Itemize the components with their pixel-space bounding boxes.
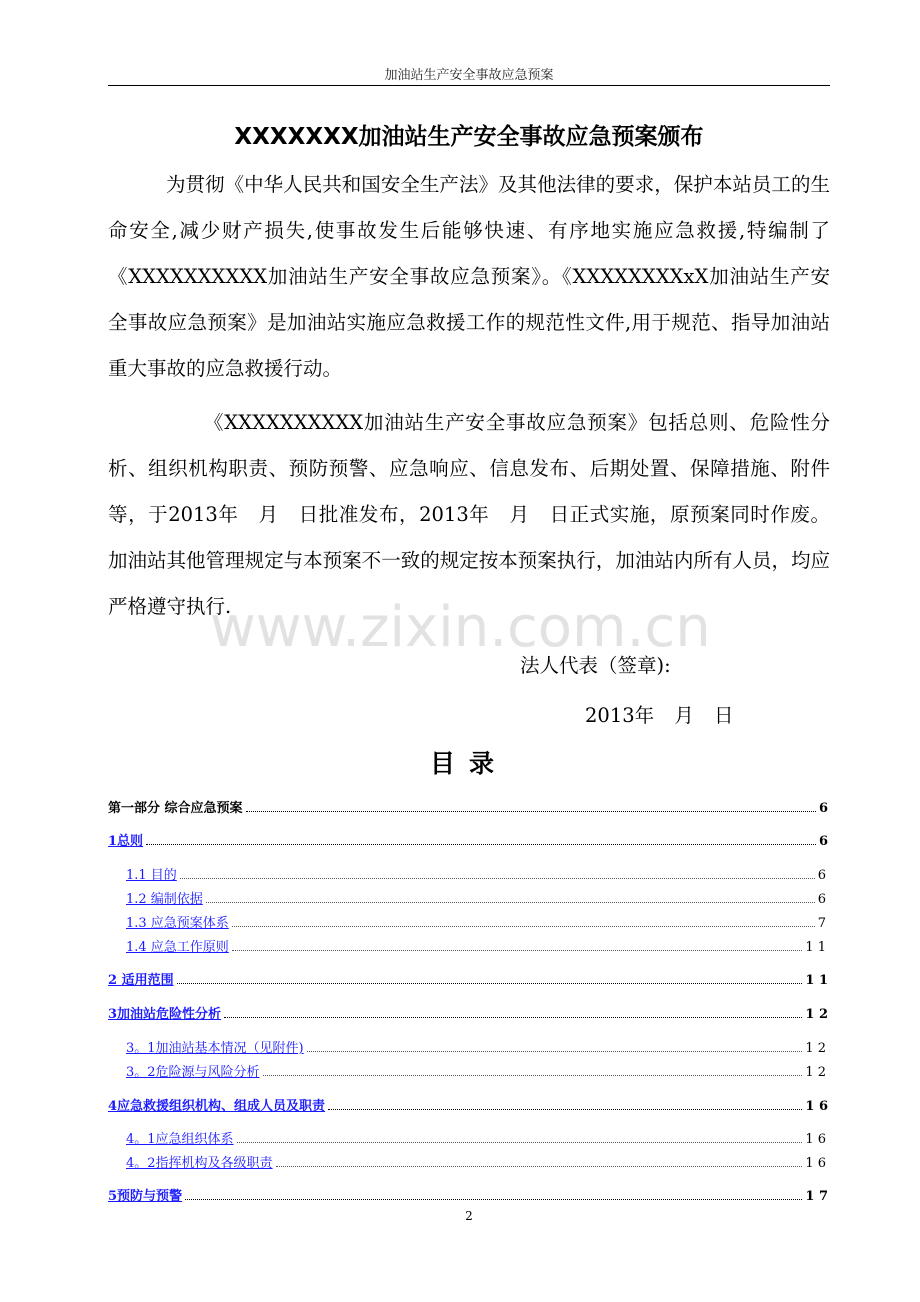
- toc-entry-label[interactable]: 1.2 编制依据: [126, 892, 203, 907]
- toc-entry-label[interactable]: 1.3 应急预案体系: [126, 916, 229, 931]
- toc-entry-page: 6: [817, 892, 826, 907]
- document-title: XXXXXXX加油站生产安全事故应急预案颁布: [234, 124, 704, 150]
- toc-leader-dots: [180, 878, 815, 879]
- toc-entry-1-1[interactable]: [126, 864, 826, 883]
- toc-entry-page: 1 2: [805, 1041, 826, 1056]
- toc-entry-label[interactable]: 第一部分 综合应急预案: [108, 801, 243, 816]
- toc-entry-3[interactable]: [108, 1003, 828, 1022]
- toc-entry-3-2[interactable]: [126, 1061, 826, 1080]
- legal-representative-signature: 法人代表（签章):: [520, 654, 671, 677]
- toc-entry-1[interactable]: [108, 830, 828, 849]
- page-number: 2: [465, 1209, 473, 1223]
- toc-entry-2[interactable]: [108, 969, 828, 988]
- toc-entry-label[interactable]: 3。1加油站基本情况（见附件): [126, 1041, 304, 1056]
- toc-entry-label[interactable]: 4。1应急组织体系: [126, 1132, 234, 1147]
- toc-entry-label[interactable]: 1.4 应急工作原则: [126, 940, 229, 955]
- toc-entry-label[interactable]: 2 适用范围: [108, 973, 174, 988]
- toc-entry-1-2[interactable]: [126, 888, 826, 907]
- toc-entry-page: 1 7: [805, 1189, 828, 1204]
- toc-entry-label[interactable]: 1.1 目的: [126, 868, 177, 883]
- header-rule: [108, 85, 830, 86]
- toc-title: 目录: [429, 749, 508, 778]
- toc-entry-part1[interactable]: [108, 797, 828, 816]
- toc-entry-page: 1 6: [805, 1099, 828, 1114]
- toc-entry-page: 1 1: [805, 940, 826, 955]
- toc-entry-label[interactable]: 1总则: [108, 834, 144, 849]
- toc-leader-dots: [224, 1017, 802, 1018]
- toc-leader-dots: [328, 1109, 802, 1110]
- toc-entry-5[interactable]: [108, 1185, 828, 1204]
- toc-entry-label[interactable]: 3加油站危险性分析: [108, 1007, 222, 1022]
- toc-entry-page: 1 6: [805, 1132, 826, 1147]
- paragraph-intro: 为贯彻《中华人民共和国安全生产法》及其他法律的要求，保护本站员工的生命安全,减少财产损失,使事故发生后能够快速、有序地实施应急救援,特编制了《XXXXXXXXXX加油站生产安全事故应急预案》。《XXXXXXXXxX加油站生产安全事故应急预案》是加油站实施应急救援工作的规范性文件,用于规范、指导加油站重大事故的应急救援行动。: [108, 173, 830, 380]
- watermark: www.zixin.com.cn: [210, 595, 711, 660]
- toc-leader-dots: [307, 1051, 803, 1052]
- toc-entry-page: 1 2: [805, 1065, 826, 1080]
- toc-leader-dots: [177, 983, 803, 984]
- toc-entry-1-4[interactable]: [126, 936, 826, 955]
- toc-entry-4-1[interactable]: [126, 1128, 826, 1147]
- toc-entry-label[interactable]: 3。2危险源与风险分析: [126, 1065, 260, 1080]
- toc-entry-4[interactable]: [108, 1095, 828, 1114]
- toc-entry-3-1[interactable]: [126, 1037, 826, 1056]
- toc-leader-dots: [185, 1199, 802, 1200]
- toc-leader-dots: [263, 1075, 803, 1076]
- toc-leader-dots: [232, 950, 803, 951]
- toc-entry-page: 1 6: [805, 1156, 826, 1171]
- toc-entry-1-3[interactable]: [126, 912, 826, 931]
- toc-leader-dots: [276, 1166, 803, 1167]
- toc-entry-page: 6: [818, 801, 828, 816]
- toc-entry-label[interactable]: 4。2指挥机构及各级职责: [126, 1156, 273, 1171]
- toc-entry-page: 6: [818, 834, 828, 849]
- toc-leader-dots: [237, 1142, 803, 1143]
- toc-entry-page: 7: [817, 916, 826, 931]
- toc-entry-page: 1 1: [805, 973, 828, 988]
- toc-entry-label[interactable]: 4应急救援组织机构、组成人员及职责: [108, 1099, 326, 1114]
- toc-leader-dots: [246, 811, 816, 812]
- toc-entry-4-2[interactable]: [126, 1152, 826, 1171]
- signature-date: 2013年 月 日: [585, 704, 734, 727]
- toc-entry-page: 1 2: [805, 1007, 828, 1022]
- page-header: 加油站生产安全事故应急预案: [384, 68, 554, 83]
- toc-entry-label[interactable]: 5预防与预警: [108, 1189, 183, 1204]
- toc-entry-page: 6: [817, 868, 826, 883]
- paragraph-scope: 《XXXXXXXXXX加油站生产安全事故应急预案》包括总则、危险性分析、组织机构职责、预防预警、应急响应、信息发布、后期处置、保障措施、附件等，于2013年 月 日批准发布，2013年 月 日正式实施，原预案同时作废。加油站其他管理规定与本预案不一致的规定按本预案执行，加油站内所有人员，均应严格遵守执行.: [108, 411, 830, 618]
- toc-leader-dots: [206, 902, 815, 903]
- toc-leader-dots: [232, 926, 815, 927]
- toc-leader-dots: [146, 844, 816, 845]
